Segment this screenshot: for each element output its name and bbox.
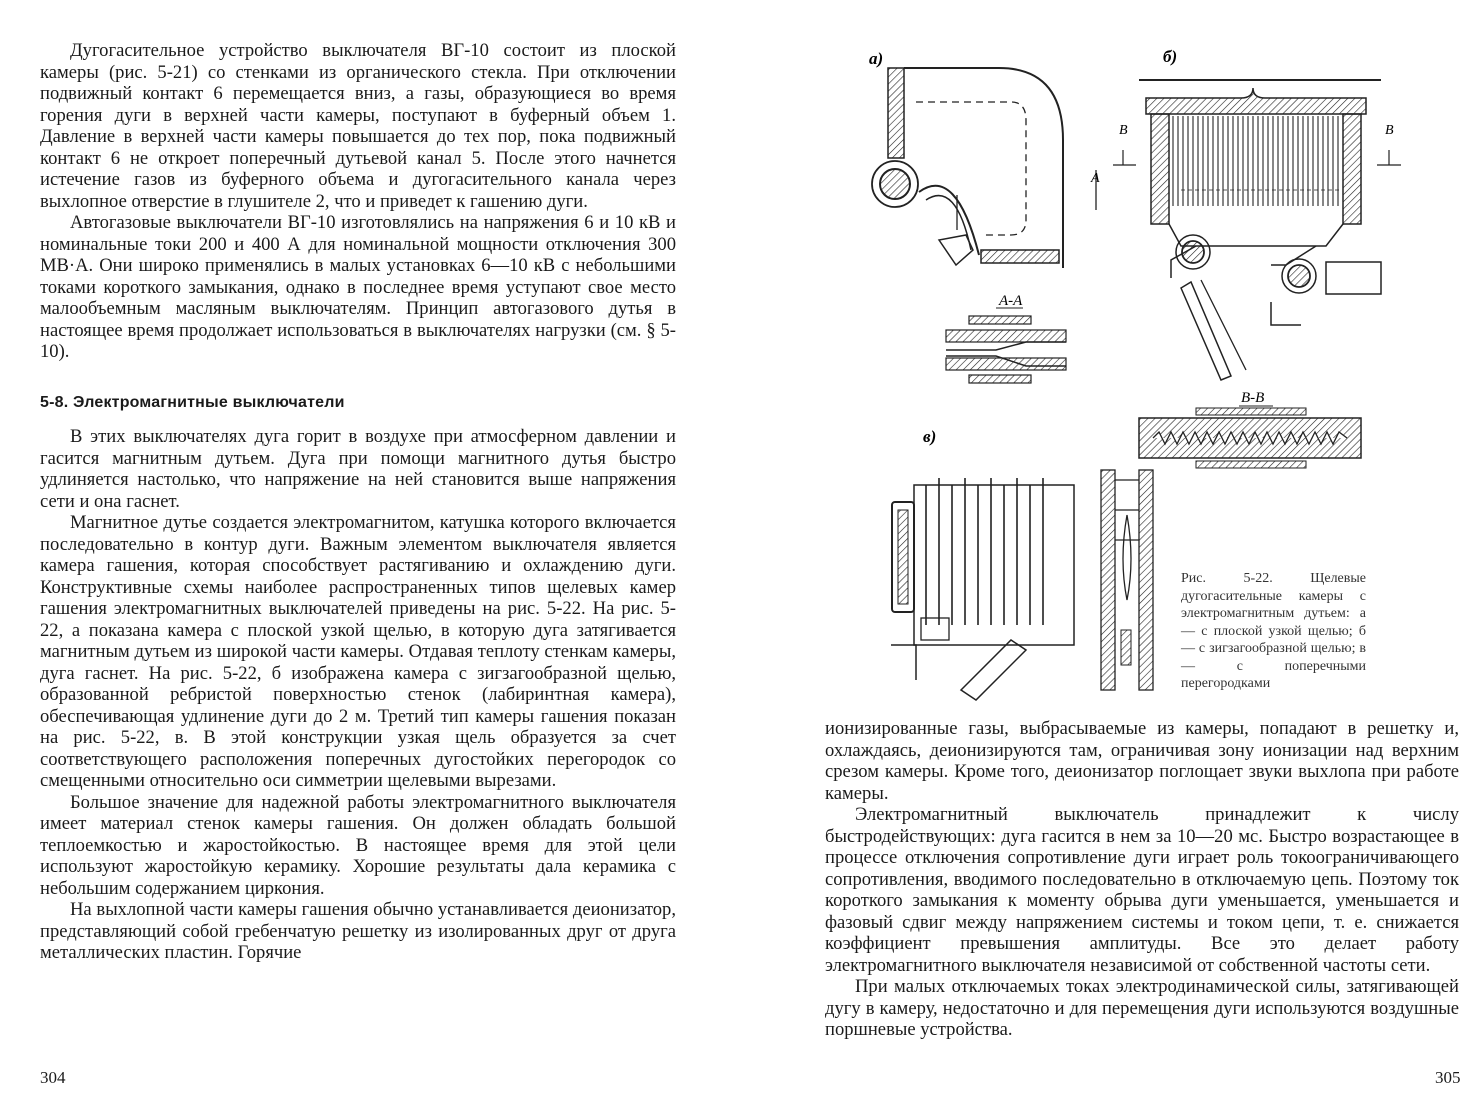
label-section-aa: А-А bbox=[999, 293, 1023, 309]
section-heading: 5-8. Электромагнитные выключатели bbox=[40, 393, 345, 411]
section-aa bbox=[946, 293, 1066, 383]
paragraph: В этих выключателях дуга горит в воздухе при атмосферном давлении и гасится магнитным дутьем. Дуга при помощи магнитного дутья быстро удлиняется настолько, что напряжение на ней становится выше напряжения сети и она гаснет. bbox=[40, 426, 676, 512]
figure-v bbox=[891, 427, 1074, 700]
paragraph: ионизированные газы, выбрасываемые из камеры, попадают в решетку и, охлаждаясь, деионизируются там, ограничивая зону ионизации над верхним срезом камеры. Кроме того, деионизатор поглощает звуки выхлопа при работе камеры. bbox=[825, 718, 1459, 804]
paragraph: На выхлопной части камеры гашения обычно устанавливается деионизатор, представляющий собой гребенчатую решетку из изолированных друг от друга металлических пластин. Горячие bbox=[40, 899, 676, 963]
section-mark-b-left: В bbox=[1119, 123, 1128, 138]
label-section-bb: В-В bbox=[1241, 390, 1265, 406]
page-number: 305 bbox=[1435, 1068, 1461, 1087]
section-mark-a: А bbox=[1091, 171, 1100, 186]
right-text-column bbox=[825, 718, 1459, 1041]
figure-a bbox=[869, 49, 1100, 268]
paragraph: При малых отключаемых токах электродинамической силы, затягивающей дугу в камеру, недостаточно и для перемещения дуги используются воздушные поршневые устройства. bbox=[825, 976, 1459, 1040]
figure-drawing bbox=[741, 40, 1482, 720]
paragraph: Большое значение для надежной работы электромагнитного выключателя имеет материал стенок камеры гашения. Он должен обладать большой теплоемкостью и жаростойкостью. В настоящее время для этой цели используют жаростойкую керамику. Хорошие результаты дала керамика с небольшим содержанием циркония. bbox=[40, 791, 676, 899]
left-text-column bbox=[40, 40, 676, 964]
page-number: 304 bbox=[40, 1068, 66, 1087]
figure-caption: Рис. 5-22. Щелевые дугогасительные камеры с электромагнитным дутьем: а — с плоской узкой щелью; б — с зигзагообразной щелью; в — с поперечными перегородками bbox=[1181, 571, 1366, 691]
paragraph: Электромагнитный выключатель принадлежит к числу быстродействующих: дуга гасится в нем за 10—20 мс. Быстро возрастающее в процессе отключения сопротивление дуги играет роль токоограничивающего сопротивления, вводимого последовательно в отключаемую цепь. Поэтому ток короткого замыкания к моменту обрыва дуги уменьшается, уменьшается и фазовый сдвиг между напряжением системы и током цепи, т. е. снижается коэффициент превышения амплитуды. Все это делает работу электромагнитного выключателя независимой от собственной частоты сети. bbox=[825, 804, 1459, 976]
right-page bbox=[741, 0, 1482, 1106]
figure-5-22 bbox=[741, 40, 1482, 720]
paragraph: Дугогасительное устройство выключателя ВГ-10 состоит из плоской камеры (рис. 5-21) со стенками из органического стекла. При отключении подвижный контакт 6 перемещается вниз, а газы, образующиеся во время горения дуги в верхней части камеры, поступают в буферный объем 1. Давление в верхней части камеры повышается до тех пор, пока подвижный контакт 6 не откроет поперечный дутьевой канал 5. После этого начнется истечение газов из буферного объема и дугогасительного канала через выхлопное отверстие в глушителе 2, что и приведет к гашению дуги. bbox=[40, 40, 676, 212]
label-b: б) bbox=[1163, 47, 1178, 66]
figure-b bbox=[1113, 47, 1401, 380]
label-v: в) bbox=[923, 427, 937, 446]
paragraph: Магнитное дутье создается электромагнитом, катушка которого включается последовательно в контур дуги. Важным элементом выключателя является камера гашения, которая способствует растягиванию и охлаждению дуги. Конструктивные схемы наиболее распространенных типов щелевых камер гашения электромагнитных выключателей приведены на рис. 5-22. На рис. 5-22, а показана камера с плоской узкой щелью, в которую дуга затягивается магнитным дутьем из широкой части камеры. Отдавая теплоту стенкам камеры, дуга гаснет. На рис. 5-22, б изображена камера с зигзагообразной щелью, образованной ребристой поверхностью стенок (лабиринтная камера), обеспечивающая удлинение дуги до 2 м. Третий тип камеры гашения показан на рис. 5-22, в. В этой конструкции узкая щель образуется за счет соответствующего расположения поперечных дугостойких перегородок со смещенными относительно оси симметрии щелевыми вырезами. bbox=[40, 512, 676, 791]
paragraph: Автогазовые выключатели ВГ-10 изготовлялись на напряжения 6 и 10 кВ и номинальные токи 200 и 400 А для номинальной мощности отключения 300 МВ·А. Они широко применялись в малых установках 6—10 кВ с небольшими токами короткого замыкания, однако в последнее время уступают свое место малообъемным масляным выключателям. Принцип автогазового дутья в настоящее время продолжает использоваться в выключателях нагрузки (см. § 5-10). bbox=[40, 212, 676, 362]
figure-v-side-section bbox=[1101, 470, 1153, 690]
section-bb bbox=[1139, 390, 1361, 468]
section-mark-b-right: В bbox=[1385, 123, 1394, 138]
label-a: а) bbox=[869, 49, 884, 68]
